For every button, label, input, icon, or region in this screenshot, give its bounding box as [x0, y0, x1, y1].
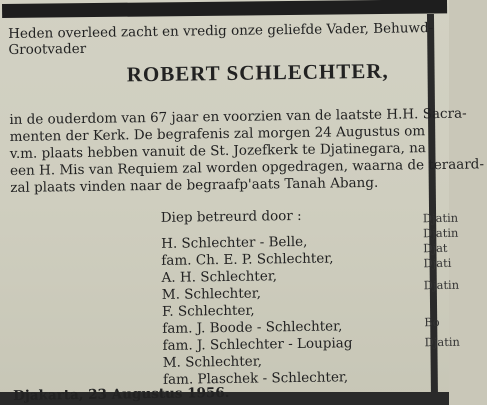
mourner-item: fam. Ch. E. P. Schlechter,: [161, 250, 334, 269]
mourner-item: M. Schlechter,: [161, 285, 262, 303]
adjacent-column-fragment: Djat: [423, 240, 448, 256]
body-line-5: zal plaats vinden naar de begraafp'aats Tanah Abang.: [10, 174, 379, 196]
body-line-3: v.m. plaats hebben vanuit de St. Jozefkerk te Djatinegara, na: [9, 140, 427, 162]
adjacent-column-fragment: Djatin: [422, 210, 459, 226]
intro-line-1: Heden overleed zacht en vredig onze geliefde Vader, Behuwd-: [8, 20, 434, 42]
adjacent-column-fragment: Djatin: [423, 277, 460, 293]
intro-line-2: Grootvader: [8, 40, 87, 58]
obituary-notice: [8, 14, 485, 404]
mourner-item: fam. Plaschek - Schlechter,: [162, 369, 349, 388]
mourner-item: A. H. Schlechter,: [161, 268, 278, 286]
mourner-item: F. Schlechter,: [161, 302, 255, 320]
mourner-item: fam. J. Schlechter - Loupiag: [162, 335, 353, 354]
adjacent-column-fragment: Djatin: [422, 225, 459, 241]
adjacent-column-fragment: Bo: [424, 315, 440, 330]
body-line-4: een H. Mis van Requiem zal worden opgedragen, waarna de teraard-: [9, 156, 485, 179]
mourner-item: M. Schlechter,: [162, 353, 263, 371]
adjacent-column-fragment: Djati: [423, 255, 452, 271]
body-line-2: menten der Kerk. De begrafenis zal morgen 24 Augustus om: [9, 123, 426, 145]
adjacent-column-fragment: Djatin: [424, 334, 460, 350]
mourner-item: fam. J. Boode - Schlechter,: [162, 318, 343, 337]
deceased-name: ROBERT SCHLECHTER,: [126, 58, 389, 87]
mourner-item: H. Schlechter - Belle,: [161, 233, 308, 252]
body-line-1: in de ouderdom van 67 jaar en voorzien van de laatste H.H. Sacra-: [9, 105, 467, 128]
place-date: Djakarta, 23 Augustus 1956.: [13, 384, 230, 404]
mourning-header: Diep betreurd door :: [160, 207, 302, 226]
